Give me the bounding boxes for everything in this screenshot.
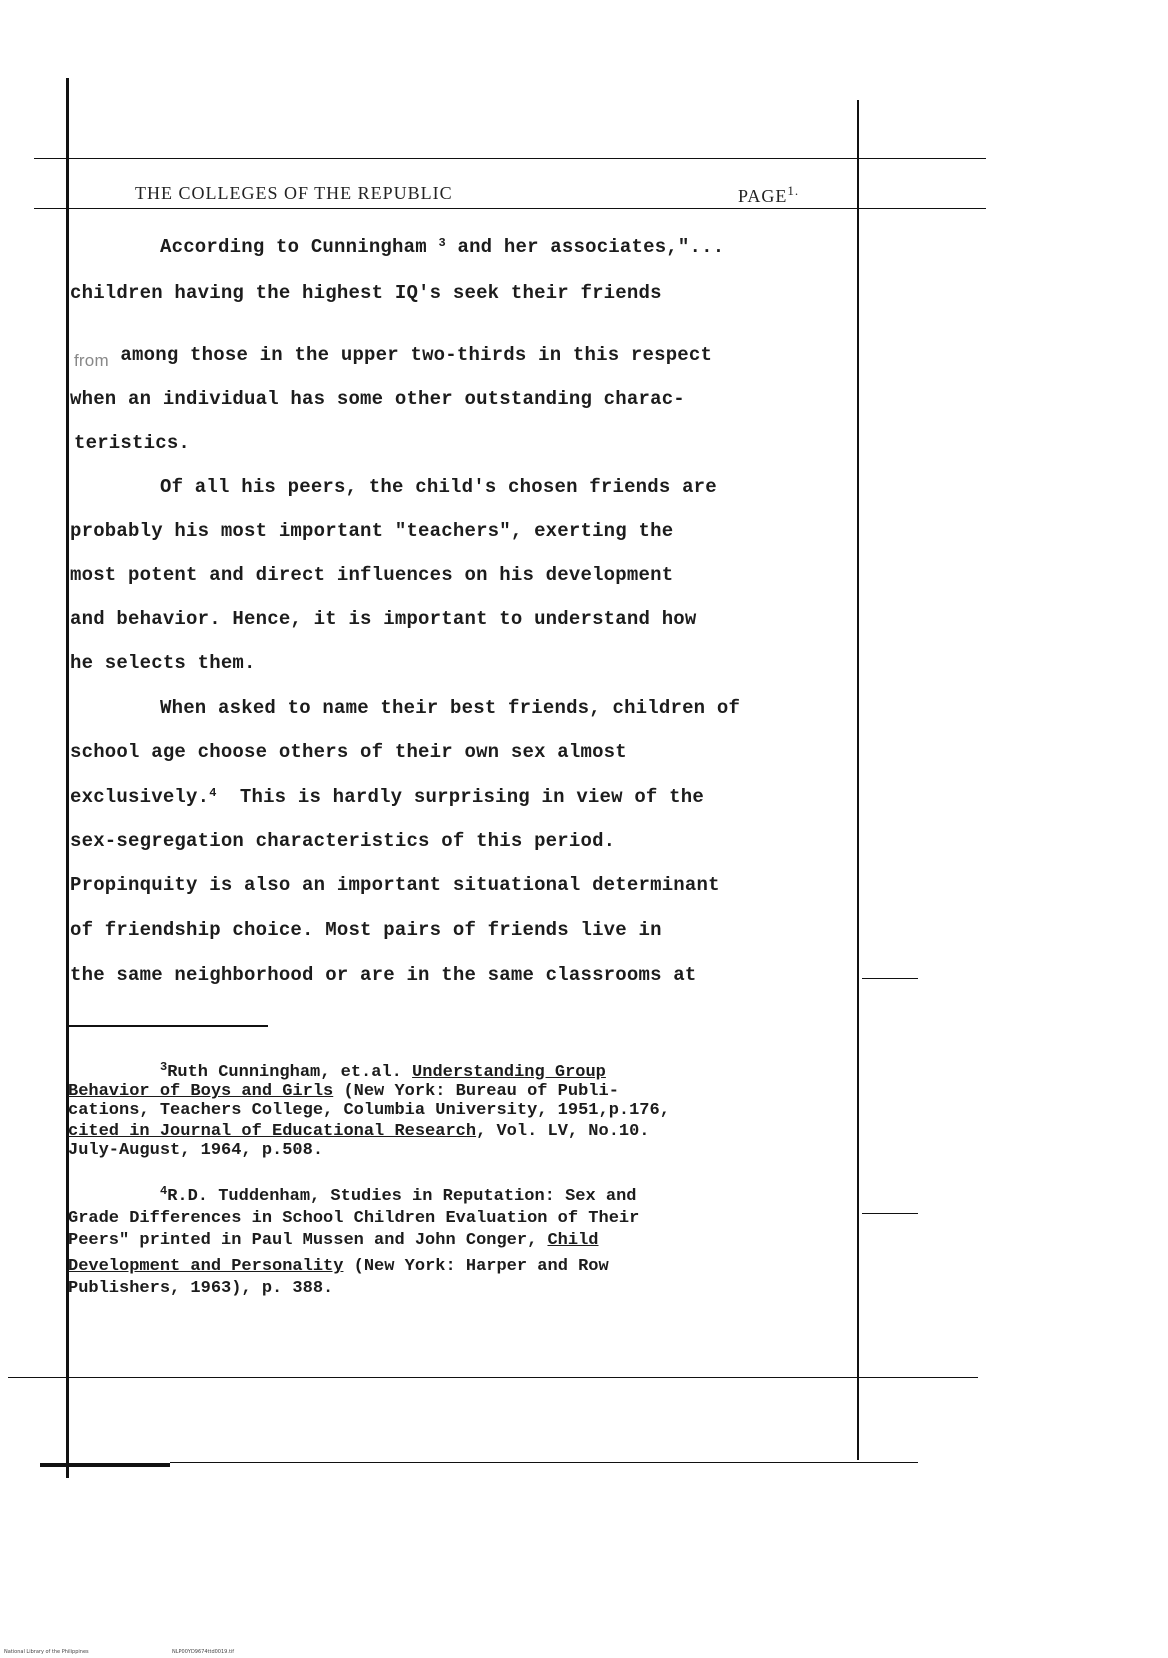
- footnote-line: $^4$R.D. Tuddenham, Studies in Reputation: Sex and: [160, 1184, 637, 1206]
- footnote-line: Development and Personality (New York: Harper and Row: [68, 1257, 609, 1276]
- footnote-line: cations, Teachers College, Columbia University, 1951,p.176,: [68, 1101, 670, 1120]
- page-number: 1.: [787, 183, 800, 198]
- body-line: According to Cunningham $^3$ and her associates,"...: [160, 236, 725, 258]
- body-line: most potent and direct influences on his development: [70, 564, 674, 586]
- body-line: children having the highest IQ's seek their friends: [70, 282, 662, 304]
- page-number-label: [738, 183, 799, 207]
- right-margin-rule: [857, 100, 859, 1460]
- header-top-rule: [34, 158, 986, 159]
- footnote-ref-4: 4: [209, 786, 217, 800]
- body-line: and behavior. Hence, it is important to understand how: [70, 608, 697, 630]
- header-bottom-rule: [34, 208, 986, 209]
- body-line: the same neighborhood or are in the same classrooms at: [70, 964, 697, 986]
- body-line: exclusively.$^4$ This is hardly surprising in view of the: [70, 786, 704, 808]
- footnote-line: Grade Differences in School Children Evaluation of Their: [68, 1209, 640, 1228]
- footnote-line: Peers" printed in Paul Mussen and John Conger, Child: [68, 1231, 599, 1250]
- body-line: When asked to name their best friends, children of: [160, 697, 741, 719]
- margin-mark-2: [862, 1213, 918, 1214]
- footnote-ref-3: 3: [438, 236, 446, 250]
- footnote-line: July-August, 1964, p.508.: [68, 1141, 324, 1160]
- body-line: sex-segregation characteristics of this period.: [70, 830, 616, 852]
- scan-library-label: National Library of the Philippines: [4, 1649, 89, 1655]
- body-line: teristics.: [74, 432, 191, 454]
- body-line: from among those in the upper two-thirds in this respect: [74, 344, 713, 370]
- footnote-separator: [68, 1025, 268, 1027]
- body-line: of friendship choice. Most pairs of friends live in: [70, 919, 662, 941]
- body-line: he selects them.: [70, 652, 256, 674]
- footnote-number-3: 3: [160, 1060, 168, 1074]
- body-line: when an individual has some other outstanding charac-: [70, 388, 685, 410]
- footnote-number-4: 4: [160, 1184, 168, 1198]
- bottom-thin-rule: [170, 1462, 918, 1463]
- scan-file-label: NLP00YD9674ttd0019.tif: [172, 1649, 235, 1655]
- body-line: Propinquity is also an important situational determinant: [70, 874, 720, 896]
- footnote-line: Behavior of Boys and Girls (New York: Bureau of Publi-: [68, 1082, 619, 1101]
- footnote-line: Publishers, 1963), p. 388.: [68, 1279, 334, 1298]
- body-line: probably his most important "teachers", exerting the: [70, 520, 674, 542]
- page-label: PAGE: [738, 186, 788, 206]
- footnote-line: $^3$Ruth Cunningham, et.al. Understanding Group: [160, 1060, 606, 1082]
- bottom-heavy-rule: [40, 1463, 170, 1467]
- bottom-frame-rule: [8, 1377, 978, 1378]
- running-header-title: THE COLLEGES OF THE REPUBLIC: [135, 183, 453, 203]
- handwritten-insert: from: [74, 351, 109, 370]
- body-line: Of all his peers, the child's chosen friends are: [160, 476, 717, 498]
- margin-mark-1: [862, 978, 918, 979]
- body-line: school age choose others of their own sex almost: [70, 741, 627, 763]
- footnote-line: cited in Journal of Educational Research, Vol. LV, No.10.: [68, 1122, 650, 1141]
